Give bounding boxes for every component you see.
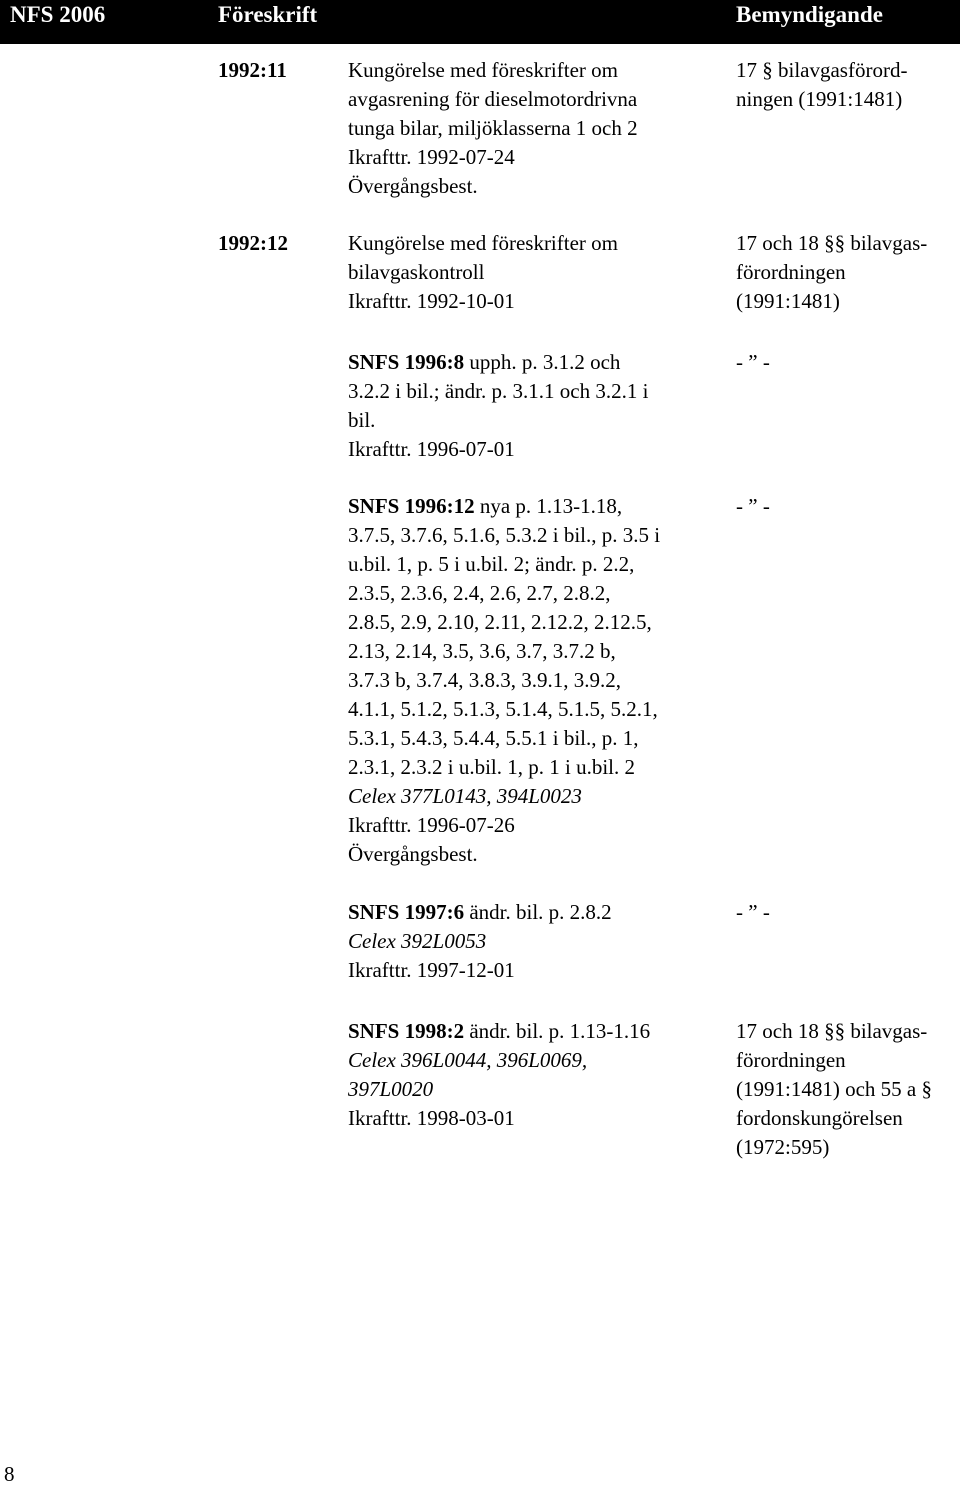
description-line: tunga bilar, miljöklasserna 1 och 2 (348, 116, 638, 140)
description-line: avgasrening för dieselmotordrivna (348, 87, 638, 111)
authorization (736, 492, 958, 521)
authorization-line: 17 § bilavgasförord- (736, 58, 908, 82)
effective-date: Ikrafttr. 1997-12-01 (348, 958, 515, 982)
description-line: 3.2.2 i bil.; ändr. p. 3.1.1 och 3.2.1 i (348, 379, 649, 403)
authorization (736, 56, 958, 114)
celex-reference: Celex 392L0053 (348, 929, 487, 953)
effective-date: Ikrafttr. 1998-03-01 (348, 1106, 515, 1130)
amendment-text: ändr. bil. p. 2.8.2 (464, 900, 612, 924)
description-line: bil. (348, 408, 376, 432)
amendment-text: nya p. 1.13-1.18, (474, 494, 623, 518)
amendment-number: SNFS 1997:6 (348, 900, 465, 924)
amendment-text: upph. p. 3.1.2 och (464, 350, 621, 374)
description-line: 3.7.5, 3.7.6, 5.1.6, 5.3.2 i bil., p. 3.5 i (348, 523, 661, 547)
authorization (736, 229, 958, 316)
authorization-line: 17 och 18 §§ bilavgas- (736, 231, 928, 255)
authorization (736, 348, 958, 377)
amendment-text: ändr. bil. p. 1.13-1.16 (464, 1019, 651, 1043)
amendment-description (348, 1017, 716, 1133)
description-line: 3.7.3 b, 3.7.4, 3.8.3, 3.9.1, 3.9.2, (348, 668, 621, 692)
ditto-mark: - ” - (736, 350, 770, 374)
authorization-line: (1972:595) (736, 1135, 830, 1159)
authorization-line: fordonskungörelsen (736, 1106, 903, 1130)
amendment-first-line (348, 1017, 716, 1046)
authorization-line: ningen (1991:1481) (736, 87, 903, 111)
transitional-note: Övergångsbest. (348, 174, 478, 198)
transitional-note: Övergångsbest. (348, 842, 478, 866)
description-line: u.bil. 1, p. 5 i u.bil. 2; ändr. p. 2.2, (348, 552, 635, 576)
amendment-number: SNFS 1996:8 (348, 350, 465, 374)
authorization-line: 17 och 18 §§ bilavgas- (736, 1019, 928, 1043)
celex-reference: Celex 377L0143, 394L0023 (348, 784, 582, 808)
effective-date: Ikrafttr. 1992-10-01 (348, 289, 515, 313)
series-title: NFS 2006 (10, 2, 106, 27)
description-line: 5.3.1, 5.4.3, 5.4.4, 5.5.1 i bil., p. 1, (348, 726, 639, 750)
amendment-number: SNFS 1996:12 (348, 494, 475, 518)
amendment-description (348, 348, 716, 464)
authorization-line: (1991:1481) och 55 a § (736, 1077, 932, 1101)
amendment-description (348, 492, 716, 869)
celex-reference: 397L0020 (348, 1077, 434, 1101)
authorization (736, 898, 958, 927)
description-line: 2.3.1, 2.3.2 i u.bil. 1, p. 1 i u.bil. 2 (348, 755, 636, 779)
effective-date: Ikrafttr. 1996-07-01 (348, 437, 515, 461)
description-line: 2.3.5, 2.3.6, 2.4, 2.6, 2.7, 2.8.2, (348, 581, 611, 605)
amendment-first-line (348, 898, 716, 927)
authorization-line: förordningen (736, 1048, 846, 1072)
authorization-line: (1991:1481) (736, 289, 840, 313)
amendment-number: SNFS 1998:2 (348, 1019, 465, 1043)
ditto-mark: - ” - (736, 494, 770, 518)
regulation-number: 1992:11 (218, 58, 287, 82)
amendment-first-line (348, 492, 716, 521)
column-header-foreskrift: Föreskrift (218, 2, 318, 27)
regulation-number: 1992:12 (218, 231, 288, 255)
description-line: Kungörelse med föreskrifter om (348, 58, 618, 82)
amendment-description (348, 898, 716, 985)
description-line: 4.1.1, 5.1.2, 5.1.3, 5.1.4, 5.1.5, 5.2.1, (348, 697, 658, 721)
regulation-description (348, 56, 716, 201)
description-line: bilavgaskontroll (348, 260, 485, 284)
authorization-line: förordningen (736, 260, 846, 284)
regulation-description (348, 229, 716, 316)
header-bar (0, 0, 960, 44)
effective-date: Ikrafttr. 1996-07-26 (348, 813, 515, 837)
authorization (736, 1017, 958, 1162)
page-number: 8 (4, 1462, 15, 1486)
ditto-mark: - ” - (736, 900, 770, 924)
description-line: Kungörelse med föreskrifter om (348, 231, 618, 255)
description-line: 2.13, 2.14, 3.5, 3.6, 3.7, 3.7.2 b, (348, 639, 616, 663)
celex-reference: Celex 396L0044, 396L0069, (348, 1048, 588, 1072)
effective-date: Ikrafttr. 1992-07-24 (348, 145, 515, 169)
amendment-first-line (348, 348, 716, 377)
column-header-bemyndigande: Bemyndigande (736, 2, 883, 27)
description-line: 2.8.5, 2.9, 2.10, 2.11, 2.12.2, 2.12.5, (348, 610, 652, 634)
